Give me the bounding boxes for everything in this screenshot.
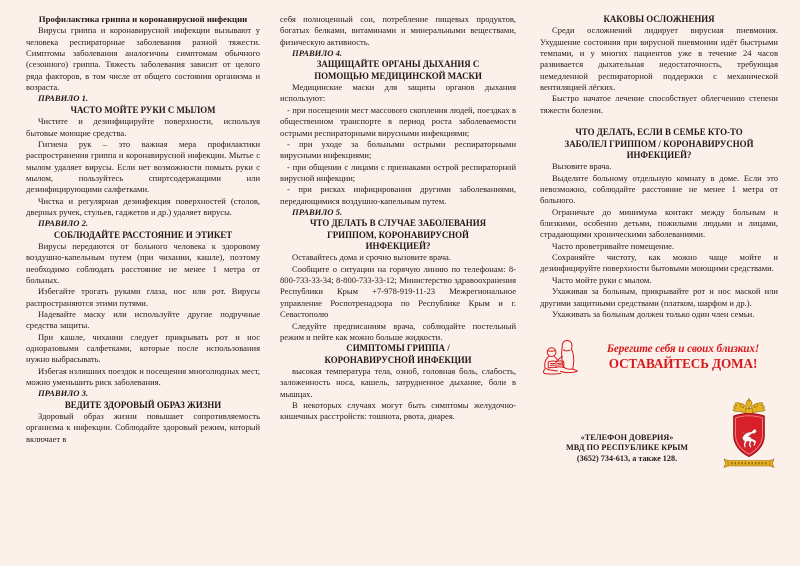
rule-5-paragraph-1: Оставайтесь дома и срочно вызовите врача. <box>292 252 451 263</box>
hotline-number-line <box>540 454 714 464</box>
family-heading-line-3: ИНФЕКЦИЕЙ? <box>626 149 692 160</box>
family-heading-line-1: ЧТО ДЕЛАТЬ, ЕСЛИ В СЕМЬЕ КТО-ТО <box>575 127 743 138</box>
rule-1-paragraph-3: Чистка и регулярная дезинфекция поверхностей (столов, дверных ручек, стульев, гаджетов и др.) удаляет вирусы. <box>26 195 261 217</box>
rule-4-paragraph-1: Медицинские маски для защиты органов дыхания используют: <box>280 82 517 104</box>
rule-1-label: ПРАВИЛО 1. <box>38 93 89 104</box>
family-paragraph-4: Часто проветривайте помещение. <box>552 240 675 251</box>
column-2 <box>270 14 528 560</box>
rule-4-bullet-1: - при посещении мест массового скопления людей, поездках в общественном транспорте в период роста заболеваемости острыми респираторными вирусными инфекциями; <box>280 104 517 138</box>
family-paragraph-1: Вызовите врача. <box>552 161 612 172</box>
stay-home-banner <box>540 336 778 378</box>
rule-4-bullet-3: - при общении с лицами с признаками острой респираторной вирусной инфекции; <box>280 161 517 183</box>
promo-line-1: Берегите себя и своих близких! <box>606 343 760 356</box>
hotline-title: «ТЕЛЕФОН ДОВЕРИЯ» <box>580 432 674 442</box>
footer-block <box>540 396 778 470</box>
mother-and-child-reading-icon <box>540 336 584 378</box>
complications-paragraph-1: Среди осложнений лидирует вирусная пневмония. Ухудшение состояния при вирусной пневмонии идёт быстрыми темпами, и у многих пациентов уже в течение 24 часов развивается дыхательная недостаточность, требующая немедленной респираторной поддержки с механической вентиляцией лёгких. <box>540 25 778 93</box>
rule-4-bullet-2: - при уходе за больными острыми респираторными вирусными инфекциями; <box>280 138 517 161</box>
family-paragraph-3: Ограничьте до минимума контакт между больным и близкими, особенно детьми, пожилыми людьми и лицами, страдающими хроническими заболеваниями. <box>540 206 778 240</box>
rule-1-paragraph-1: Чистите и дезинфицируйте поверхности, используя бытовые моющие средства. <box>26 116 261 138</box>
symptoms-paragraph-1: высокая температура тела, озноб, головная боль, слабость, заложенность носа, кашель, затрудненное дыхание, боли в мышцах. <box>280 366 517 399</box>
rule-2-paragraph-4: При кашле, чихании следует прикрывать рот и нос одноразовыми салфетками, которые после использования нужно выбрасывать. <box>26 331 261 365</box>
mvd-crimea-coat-of-arms-icon <box>720 396 778 470</box>
rule-2-paragraph-5: Избегая излишних поездок и посещения многолюдных мест, можно уменьшить риск заболевания. <box>26 365 261 388</box>
rule-5-heading-line-2: ГРИППОМ, КОРОНАВИРУСНОЙ <box>327 229 469 240</box>
rule-5-heading-line-3: ИНФЕКЦИЕЙ? <box>365 241 431 252</box>
rule-3-label: ПРАВИЛО 3. <box>38 388 89 399</box>
hotline-number-suffix: , а также <box>628 453 663 463</box>
rule-2-heading: СОБЛЮДАЙТЕ РАССТОЯНИЕ И ЭТИКЕТ <box>53 229 233 240</box>
complications-paragraph-2: Быстро начатое лечение способствует облегчению степени тяжести болезни. <box>540 93 778 115</box>
symptoms-heading-line-2: КОРОНАВИРУСНОЙ ИНФЕКЦИИ <box>324 354 472 365</box>
complications-heading: КАКОВЫ ОСЛОЖНЕНИЯ <box>603 14 715 24</box>
rule-3-paragraph-1: Здоровый образ жизни повышает сопротивляемость организма к инфекции. Соблюдайте здоровый режим, который включает в <box>26 411 261 444</box>
hotline-number: (3652) 734-613 <box>576 453 629 463</box>
rule-2-paragraph-2: Избегайте трогать руками глаза, нос или рот. Вирусы распространяются этими путями. <box>26 286 261 308</box>
family-paragraph-6: Часто мойте руки с мылом. <box>552 274 652 285</box>
trust-phone-block <box>540 433 714 470</box>
symptoms-heading-line-1: СИМПТОМЫ ГРИППА / <box>346 343 450 354</box>
family-heading-line-2: ЗАБОЛЕЛ ГРИППОМ / КОРОНАВИРУСНОЙ <box>564 138 754 149</box>
rule-2-paragraph-3: Надевайте маску или используйте другие подручные средства защиты. <box>26 309 261 331</box>
hotline-short-number: 128. <box>662 453 678 463</box>
rule-5-heading-line-1: ЧТО ДЕЛАТЬ В СЛУЧАЕ ЗАБОЛЕВАНИЯ <box>310 218 487 229</box>
symptoms-paragraph-2: В некоторых случаях могут быть симптомы желудочно-кишечных расстройств: тошнота, рвота, диарея. <box>280 400 517 422</box>
column-3 <box>528 14 788 560</box>
family-paragraph-5: Сохраняйте чистоту, как можно чаще мойте и дезинфицируйте поверхности бытовыми моющими средствами. <box>540 252 778 274</box>
rule-4-label: ПРАВИЛО 4. <box>292 48 343 59</box>
family-paragraph-8: Ухаживать за больным должен только один член семьи. <box>552 308 755 319</box>
rule-1-heading: ЧАСТО МОЙТЕ РУКИ С МЫЛОМ <box>70 104 216 115</box>
rule-5-paragraph-3: Следуйте предписаниям врача, соблюдайте постельный режим и пейте как можно больше жидкости. <box>280 320 517 342</box>
rule-2-paragraph-1: Вирусы передаются от больного человека к здоровому воздушно-капельным путем (при чихании, кашле), поэтому необходимо соблюдать расстояние не менее 1 метра от больных. <box>26 240 261 285</box>
rule-4-bullet-4: - при рисках инфицирования другими заболеваниями, передающимися воздушно-капельным путем. <box>280 184 517 206</box>
page-title: Профилактика гриппа и коронавирусной инфекции <box>38 14 248 24</box>
rule-3-heading: ВЕДИТЕ ЗДОРОВЫЙ ОБРАЗ ЖИЗНИ <box>64 399 222 410</box>
rule-3-continuation: себя полноценный сон, потребление пищевых продуктов, богатых белками, витаминами и минеральными веществами, физическую активность. <box>280 14 517 47</box>
family-paragraph-2: Выделите больному отдельную комнату в доме. Если это невозможно, соблюдайте расстояние не менее 1 метра от больного. <box>540 172 778 206</box>
rule-4-heading-line-1: ЗАЩИЩАЙТЕ ОРГАНЫ ДЫХАНИЯ С <box>316 59 480 70</box>
promo-line-2: ОСТАВАЙТЕСЬ ДОМА! <box>608 356 758 372</box>
emblem-ribbon <box>724 459 774 468</box>
rule-2-label: ПРАВИЛО 2. <box>38 218 89 229</box>
stay-home-text <box>588 343 778 371</box>
rule-5-label: ПРАВИЛО 5. <box>292 206 343 217</box>
intro-paragraph: Вирусы гриппа и коронавирусной инфекции вызывают у человека респираторные заболевания разной тяжести. Симптомы заболевания аналогичны симптомам обычного (сезонного) гриппа. Тяжесть заболевания зависит от целого ряда факторов, в том числе от общего состояния организма и возраста. <box>26 25 261 93</box>
hotline-organization: МВД ПО РЕСПУБЛИКЕ КРЫМ <box>566 443 688 453</box>
rule-1-paragraph-2: Гигиена рук – это важная мера профилактики распространения гриппа и коронавирусной инфекции. Мытье с мылом удаляет вирусы. Если нет возможности помыть руки с мылом, пользуйтесь спиртсодержащими или дезинфицирующими салфетками. <box>26 138 261 195</box>
column-1 <box>12 14 270 560</box>
rule-4-heading-line-2: ПОМОЩЬЮ МЕДИЦИНСКОЙ МАСКИ <box>314 70 482 81</box>
rule-5-paragraph-2: Сообщите о ситуации на горячую линию по телефонам: 8-800-733-33-34; 8-800-733-33-12; Министерство здравоохранения Республики Крым +7-978-919-11-23 Межрегиональное управление Роспотренадзора по Республике Крым и г. Севастополю <box>280 263 517 320</box>
family-paragraph-7: Ухаживая за больным, прикрывайте рот и нос маской или другими защитными средствами (платком, шарфом и др.). <box>540 286 778 308</box>
